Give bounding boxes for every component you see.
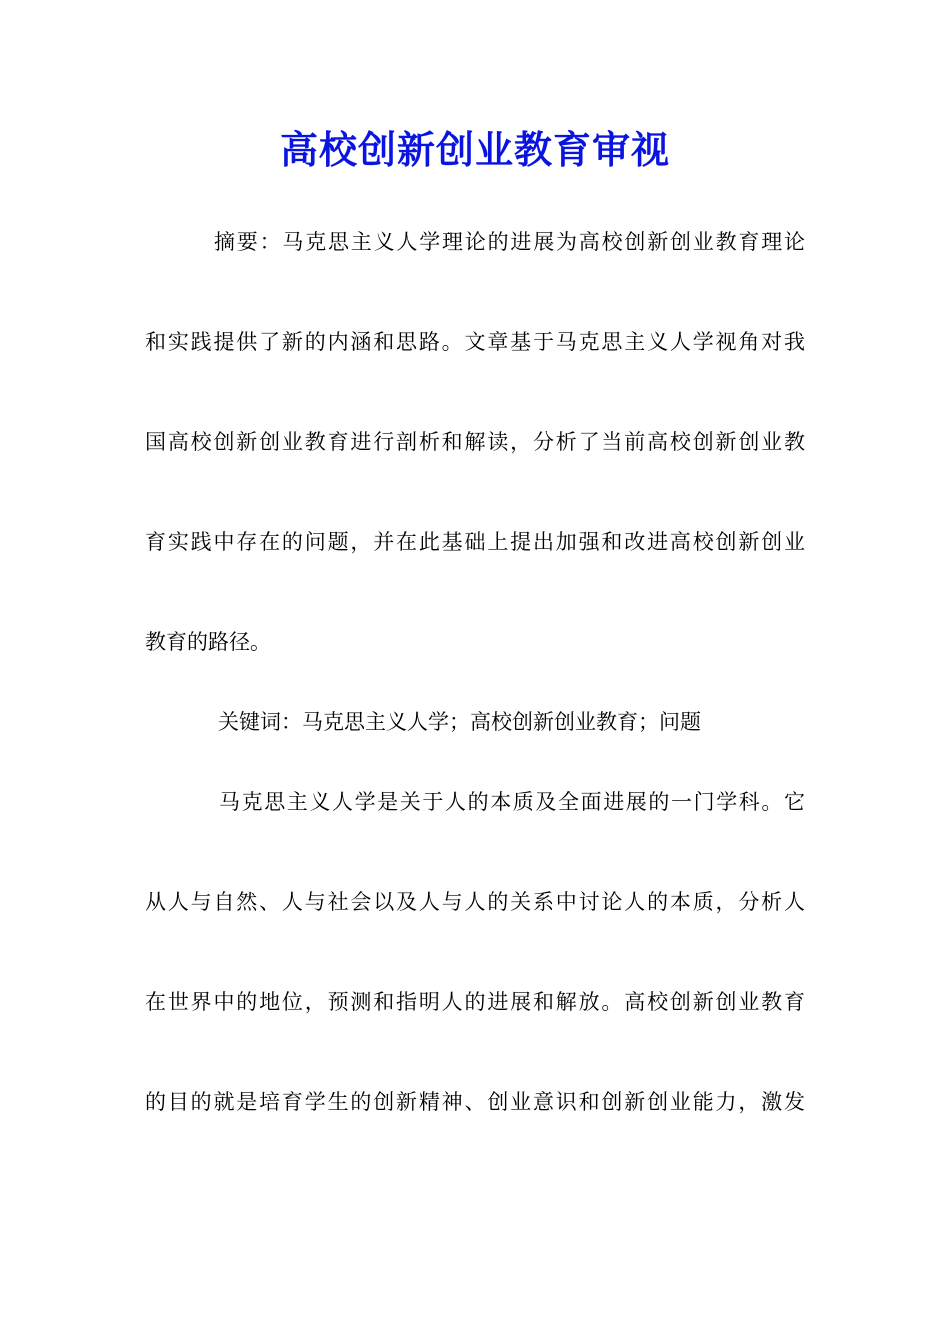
abstract-line: 育实践中存在的问题，并在此基础上提出加强和改进高校创新创业 xyxy=(145,530,805,554)
body-line: 在世界中的地位，预测和指明人的进展和解放。高校创新创业教育 xyxy=(145,990,805,1014)
body-line: 的目的就是培育学生的创新精神、创业意识和创新创业能力，激发 xyxy=(145,1090,805,1114)
document-title: 高校创新创业教育审视 xyxy=(279,127,670,172)
abstract-line: 摘要：马克思主义人学理论的进展为高校创新创业教育理论 xyxy=(214,230,805,254)
abstract-line: 教育的路径。 xyxy=(145,630,271,654)
body-line: 从人与自然、人与社会以及人与人的关系中讨论人的本质，分析人 xyxy=(145,890,805,914)
body-line: 马克思主义人学是关于人的本质及全面进展的一门学科。它 xyxy=(219,790,805,814)
abstract-line: 国高校创新创业教育进行剖析和解读，分析了当前高校创新创业教 xyxy=(145,430,805,454)
abstract-line: 和实践提供了新的内涵和思路。文章基于马克思主义人学视角对我 xyxy=(145,330,805,354)
keywords-line: 关键词：马克思主义人学；高校创新创业教育；问题 xyxy=(218,710,701,734)
